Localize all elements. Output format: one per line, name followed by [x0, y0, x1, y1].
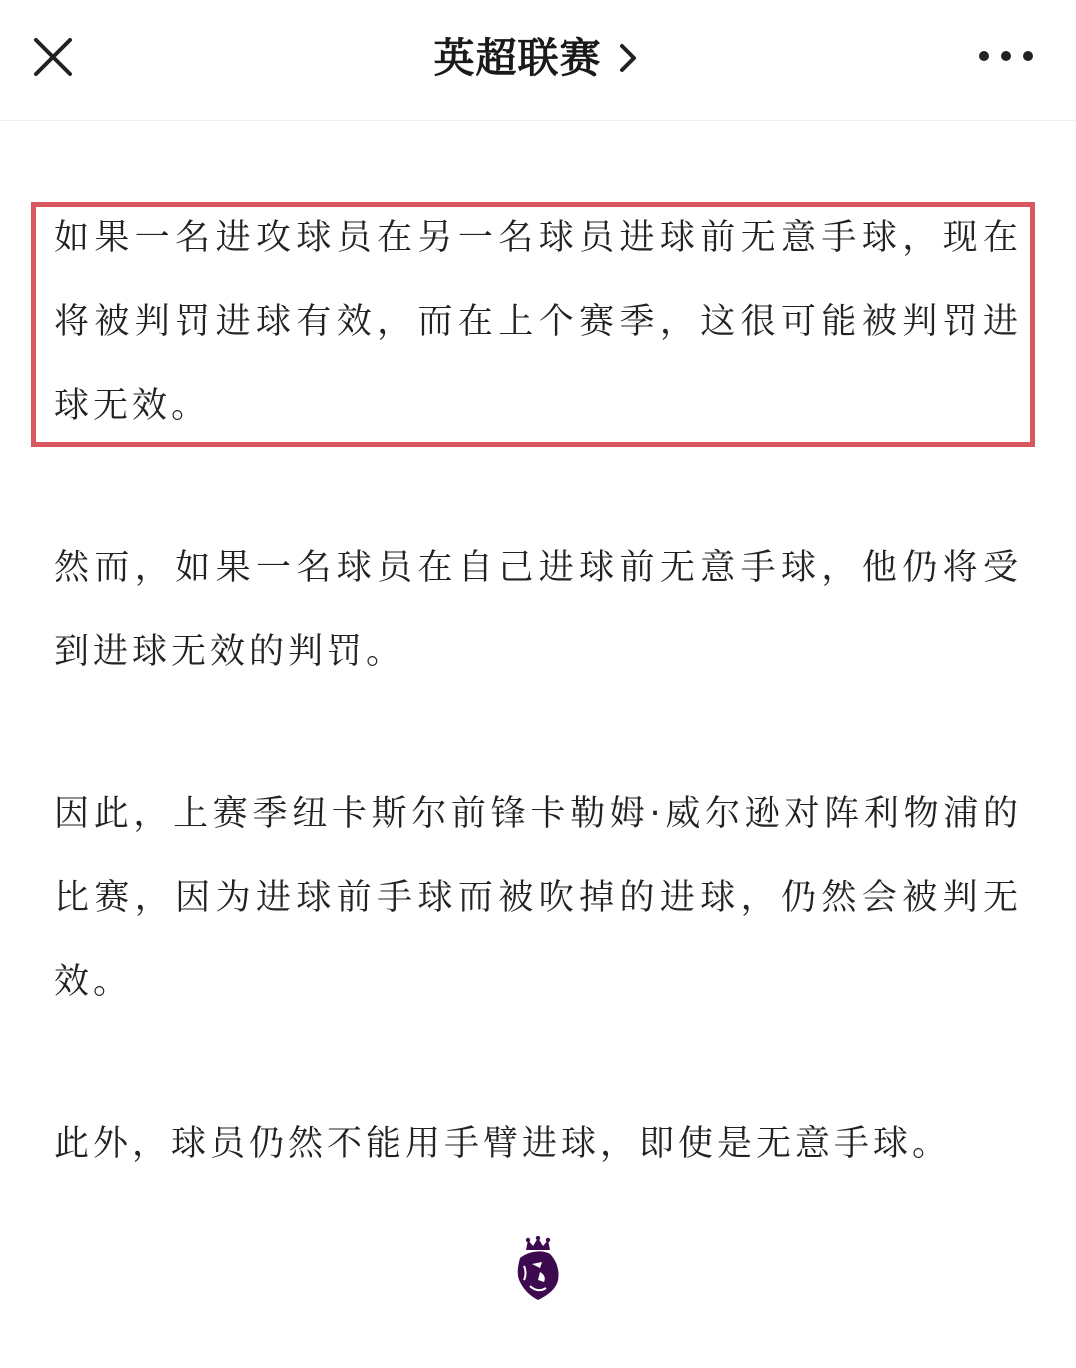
page-title: 英超联赛 — [433, 34, 602, 82]
paragraph-3: 因此，上赛季纽卡斯尔前锋卡勒姆·威尔逊对阵利物浦的比赛，因为进球前手球而被吹掉的进球，仍然会被判无效。 — [54, 794, 1022, 1002]
top-nav-bar — [0, 0, 1076, 121]
more-dots-icon — [976, 38, 1036, 74]
more-button[interactable] — [976, 38, 1036, 74]
premier-league-lion-logo — [510, 1236, 566, 1302]
account-title-link[interactable] — [0, 30, 1076, 86]
chevron-right-icon — [613, 30, 643, 86]
paragraph-2: 然而，如果一名球员在自己进球前无意手球，他仍将受到进球无效的判罚。 — [54, 548, 1022, 672]
paragraph-1: 如果一名进攻球员在另一名球员进球前无意手球，现在将被判罚进球有效，而在上个赛季，这很可能被判罚进球无效。 — [54, 218, 1022, 426]
paragraph-4: 此外，球员仍然不能用手臂进球，即使是无意手球。 — [54, 1124, 952, 1164]
